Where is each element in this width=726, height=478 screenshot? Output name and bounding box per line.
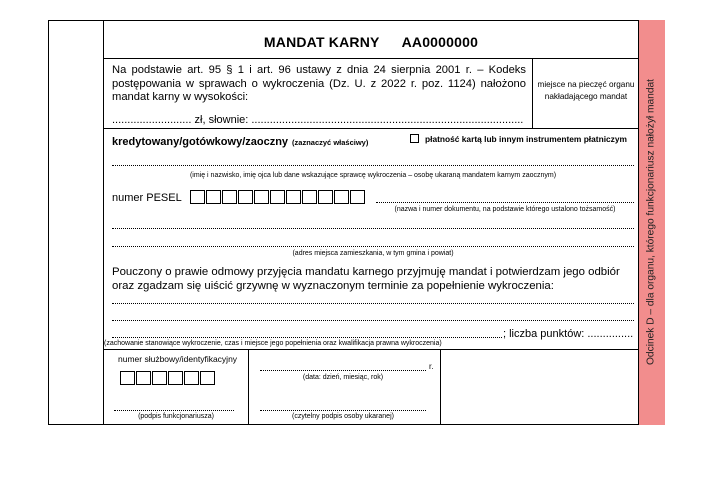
copy-sidebar-label: Odcinek D – dla organu, którego funkcjonariusz nałożył mandat (645, 79, 657, 365)
date-caption: (data: dzień, miesiąc, rok) (302, 374, 384, 381)
offender-name-field[interactable] (112, 165, 634, 166)
legal-basis-text: Na podstawie art. 95 § 1 i art. 96 ustawy z dnia 24 sierpnia 2001 r. – Kodeks postępowania w sprawach o wykroczenia (Dz. U. z 2022 r. poz. 1124) nałożono mandat karny w wysokości: (112, 64, 526, 103)
payment-types-label: kredytowany/gotówkowy/zaoczny (112, 136, 289, 148)
penalized-signature-caption: (czytelny podpis osoby ukaranej) (292, 413, 394, 420)
signature-divider (103, 349, 638, 350)
offender-name-caption: (imię i nazwisko, imię ojca lub dane wskazujące sprawcę wykroczenia – osobę ukaraną mandatem karnym zaocznym) (189, 172, 557, 179)
pesel-label: numer PESEL (112, 192, 182, 204)
amount-field[interactable]: .......................... zł, słownie: ......................................................................................... (112, 114, 524, 126)
pesel-digit-box[interactable] (318, 190, 333, 204)
officer-id-digit-box[interactable] (200, 371, 215, 385)
payment-types (112, 136, 368, 148)
address-field-line-1[interactable] (112, 228, 634, 229)
pesel-digit-box[interactable] (190, 190, 205, 204)
payment-types-hint: (zaznaczyć właściwy) (292, 138, 369, 147)
officer-id-digit-box[interactable] (136, 371, 151, 385)
officer-id-digit-box[interactable] (120, 371, 135, 385)
left-margin-line (103, 20, 104, 425)
pesel-digit-box[interactable] (286, 190, 301, 204)
offense-caption: (zachowanie stanowiące wykroczenie, czas i miejsce jego popełnienia oraz kwalifikacja prawna wykroczenia) (104, 340, 442, 347)
stamp-divider (532, 58, 533, 128)
offense-field-line-1[interactable] (112, 303, 634, 304)
pesel-digit-box[interactable] (238, 190, 253, 204)
id-document-caption: (nazwa i numer dokumentu, na podstawie którego ustalono tożsamość) (394, 206, 616, 213)
title-divider (103, 58, 638, 59)
signature-col-divider-2 (440, 349, 441, 425)
officer-id-digit-box[interactable] (152, 371, 167, 385)
officer-signature-caption: (podpis funkcjonariusza) (138, 413, 214, 420)
address-caption: (adres miejsca zamieszkania, w tym gmina i powiat) (292, 250, 454, 257)
date-field[interactable] (260, 370, 426, 371)
card-payment-checkbox[interactable] (410, 134, 419, 143)
offense-field-line-3[interactable] (112, 337, 502, 338)
officer-id-digit-box[interactable] (168, 371, 183, 385)
pesel-digit-box[interactable] (206, 190, 221, 204)
officer-id-label: numer służbowy/identyfikacyjny (118, 354, 238, 364)
id-document-field[interactable] (376, 202, 634, 203)
pesel-digit-box[interactable] (302, 190, 317, 204)
acceptance-text: Pouczony o prawie odmowy przyjęcia mandatu karnego przyjmuję mandat i potwierdzam jego odbiór oraz zgadzam się uiścić grzywnę w wyznaczonym terminie za popełnienie wykroczenia: (112, 266, 620, 292)
pesel-digit-box[interactable] (270, 190, 285, 204)
form-title: MANDAT KARNY (263, 34, 380, 50)
amount-divider (103, 128, 638, 129)
card-payment-option[interactable] (410, 134, 627, 144)
pesel-digit-box[interactable] (254, 190, 269, 204)
address-field-line-2[interactable] (112, 246, 634, 247)
penalized-signature-field[interactable] (260, 410, 426, 411)
pesel-digit-box[interactable] (222, 190, 237, 204)
officer-signature-field[interactable] (114, 410, 234, 411)
page-title (104, 34, 638, 50)
offense-field-line-2[interactable] (112, 320, 634, 321)
card-payment-label: płatność kartą lub innym instrumentem płatniczym (425, 134, 627, 144)
date-suffix: r. (429, 362, 434, 371)
pesel-digit-box[interactable] (350, 190, 365, 204)
pesel-digit-box[interactable] (334, 190, 349, 204)
officer-id-digit-box[interactable] (184, 371, 199, 385)
signature-col-divider-1 (248, 349, 249, 425)
stamp-label: miejsce na pieczęć organu nakładającego mandat (537, 80, 635, 101)
penalty-points-field[interactable]: ; liczba punktów: ............... (503, 328, 634, 340)
form-number: AA0000000 (401, 34, 479, 50)
